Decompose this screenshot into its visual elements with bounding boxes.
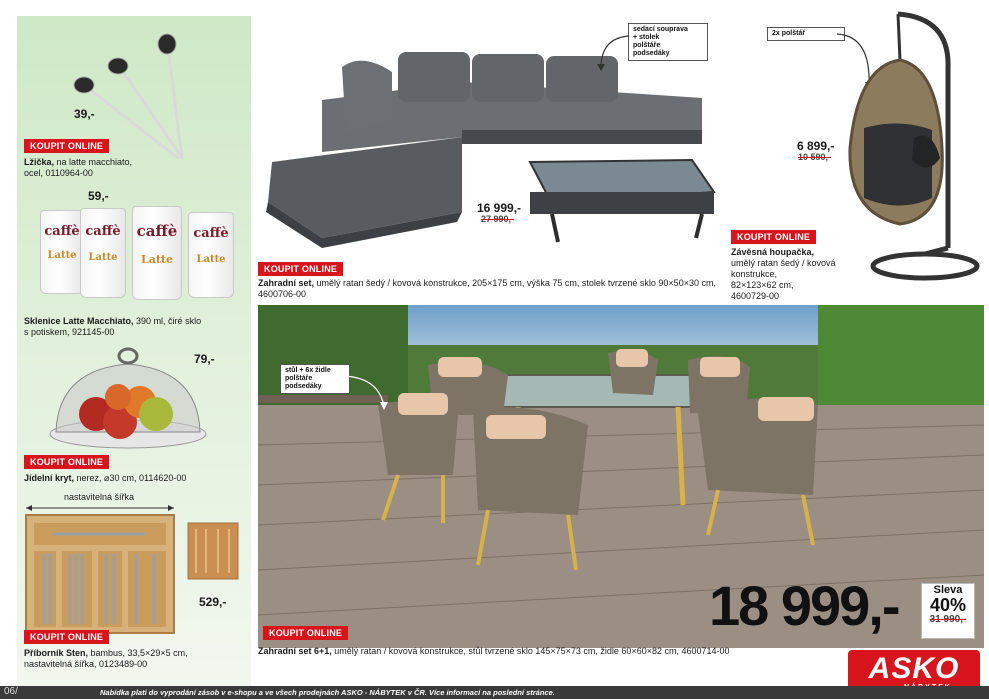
glass-print-2: caffè xyxy=(85,224,121,239)
organizer-name: Příborník Sten, xyxy=(24,648,89,658)
dining-price: 18 999,- xyxy=(709,574,899,637)
glasses-desc: 390 ml, čiré sklo xyxy=(133,316,202,326)
sofa-buy-online-button[interactable]: KOUPIT ONLINE xyxy=(258,262,343,276)
latte-glass-2 xyxy=(80,208,126,298)
organizer-description xyxy=(24,648,244,670)
swing-description xyxy=(731,247,851,302)
footer-note: Nabídka platí do vyprodání zásob v e-shopu a ve všech prodejnách ASKO - NÁBYTEK v ČR. Více informací na poslední stránce. xyxy=(100,688,555,697)
sofa-desc: umělý ratan šedý / kovová konstrukce, 205×175 cm, výška 75 cm, stolek tvrzené sklo 90×50×30 cm, xyxy=(314,278,716,288)
glass-print-1b: Latte xyxy=(47,250,77,261)
sofa-callout-line-2: + stolek xyxy=(633,34,660,41)
latte-glass-4 xyxy=(188,212,234,298)
organizer-price: 529,- xyxy=(199,595,227,609)
page-number: 06/ xyxy=(4,686,18,697)
spoon-price: 39,- xyxy=(74,107,95,121)
glasses-name: Sklenice Latte Macchiato, xyxy=(24,316,134,326)
dining-callout-line-1: stůl + 6x židle xyxy=(285,367,331,374)
spoon-description xyxy=(24,157,244,179)
organizer-desc: bambus, 33,5×29×5 cm, xyxy=(88,648,188,658)
sofa-name: Zahradní set, xyxy=(258,278,315,288)
sofa-old-price: 27 990,- xyxy=(481,214,515,224)
spoon-desc: na latte macchiato, xyxy=(54,157,133,167)
latte-glass-1 xyxy=(40,210,84,294)
food-cover-image xyxy=(48,342,210,454)
glasses-description xyxy=(24,316,244,338)
spoon-desc2: ocel, 0110964-00 xyxy=(24,168,93,178)
glass-print-3b: Latte xyxy=(140,253,174,266)
sofa-description xyxy=(258,278,728,300)
swing-buy-online-button[interactable]: KOUPIT ONLINE xyxy=(731,230,816,244)
dining-desc: umělý ratan / kovová konstrukce, stůl tvrzené sklo 145×75×73 cm, židle 60×60×82 cm, 4600714-00 xyxy=(331,646,730,656)
dining-old-price: 31 990,- xyxy=(929,614,967,625)
glasses-desc2: s potiskem, 921145-00 xyxy=(24,327,115,337)
swing-desc3: 82×123×62 cm, xyxy=(731,280,794,290)
sofa-callout xyxy=(628,23,708,61)
cover-price: 79,- xyxy=(194,352,215,366)
dining-callout-arrow xyxy=(338,372,390,412)
dining-callout-line-3: podsedáky xyxy=(285,383,322,390)
spoon-buy-online-button[interactable]: KOUPIT ONLINE xyxy=(24,139,109,153)
sofa-desc2: 4600706-00 xyxy=(258,289,307,299)
dining-name: Zahradní set 6+1, xyxy=(258,646,332,656)
swing-desc2: konstrukce, xyxy=(731,269,778,279)
glass-print-1: caffè xyxy=(44,224,80,239)
organizer-desc2: nastavitelná šířka, 0123489-00 xyxy=(24,659,148,669)
swing-old-price: 10 590,- xyxy=(798,152,832,162)
dining-callout-line-2: polštáře xyxy=(285,375,313,382)
asko-logo-brand: ASKO xyxy=(868,652,960,685)
dining-discount-badge xyxy=(921,583,975,639)
hanging-swing-image xyxy=(830,8,980,298)
organizer-width-label: nastavitelná šířka xyxy=(64,492,135,502)
organizer-buy-online-button[interactable]: KOUPIT ONLINE xyxy=(24,630,109,644)
sofa-callout-line-1: sedací souprava xyxy=(633,26,688,33)
swing-name: Závěsná houpačka, xyxy=(731,247,815,257)
glass-print-2b: Latte xyxy=(88,252,118,263)
footer-bar xyxy=(0,686,989,699)
glasses-price: 59,- xyxy=(88,189,109,203)
cover-description xyxy=(24,473,244,484)
cutlery-organizer-image xyxy=(24,503,242,635)
swing-desc: umělý ratan šedý / kovová xyxy=(731,258,836,268)
cover-desc: nerez, ⌀30 cm, 0114620-00 xyxy=(74,473,187,483)
dining-discount-value: 40% xyxy=(929,595,967,615)
glass-print-3: caffè xyxy=(136,222,178,240)
cover-buy-online-button[interactable]: KOUPIT ONLINE xyxy=(24,455,109,469)
swing-callout: 2x polštář xyxy=(767,27,845,41)
swing-price: 6 899,- xyxy=(797,139,835,153)
sofa-callout-line-3: polštáře xyxy=(633,42,661,49)
spoon-name: Lžička, xyxy=(24,157,55,167)
dining-description xyxy=(258,646,838,657)
latte-glass-3 xyxy=(132,206,182,300)
sofa-callout-line-4: podsedáky xyxy=(633,50,670,57)
swing-desc4: 4600729-00 xyxy=(731,291,780,301)
glass-print-4b: Latte xyxy=(196,254,226,265)
sofa-callout-arrow xyxy=(595,32,631,72)
dining-discount-label: Sleva xyxy=(933,584,963,596)
dining-buy-online-button[interactable]: KOUPIT ONLINE xyxy=(263,626,348,640)
glass-print-4: caffè xyxy=(193,226,229,241)
cover-name: Jídelní kryt, xyxy=(24,473,75,483)
sofa-price: 16 999,- xyxy=(477,201,522,215)
